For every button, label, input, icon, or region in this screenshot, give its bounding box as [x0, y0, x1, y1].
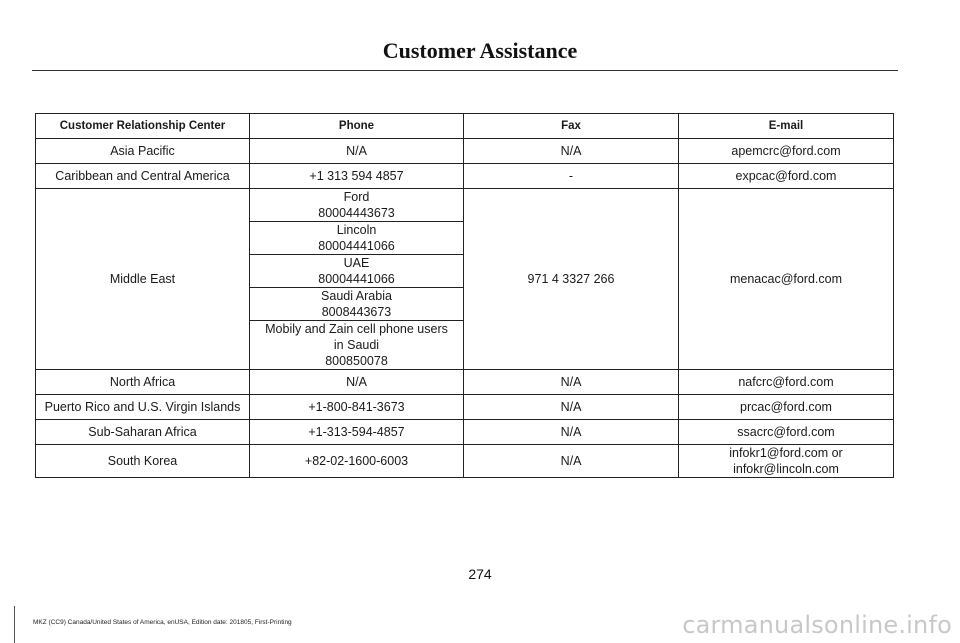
phone-cell: Saudi Arabia 8008443673 — [250, 288, 464, 321]
table-row — [36, 445, 894, 478]
table-row — [36, 189, 894, 222]
header-center: Customer Relationship Center — [36, 114, 250, 139]
email-cell: nafcrc@ford.com — [679, 370, 894, 395]
header-fax: Fax — [464, 114, 679, 139]
center-cell: Middle East — [36, 189, 250, 370]
site-watermark: carmanualsonline.info — [682, 611, 952, 639]
fax-cell: - — [464, 164, 679, 189]
email-cell: apemcrc@ford.com — [679, 139, 894, 164]
email-cell: ssacrc@ford.com — [679, 420, 894, 445]
page-number: 274 — [468, 566, 492, 582]
email-cell: menacac@ford.com — [679, 189, 894, 370]
table-row — [36, 139, 894, 164]
center-cell: North Africa — [36, 370, 250, 395]
phone-cell: Mobily and Zain cell phone users in Saudi 800850078 — [250, 321, 464, 370]
edition-footer: MKZ (CC9) Canada/United States of America, enUSA, Edition date: 201805, First-Printing — [33, 619, 292, 626]
header-phone: Phone — [250, 114, 464, 139]
phone-cell: +1-800-841-3673 — [250, 395, 464, 420]
phone-cell: Lincoln 80004441066 — [250, 222, 464, 255]
table-row — [36, 395, 894, 420]
fax-cell: N/A — [464, 139, 679, 164]
email-cell: infokr1@ford.com or infokr@lincoln.com — [679, 445, 894, 478]
crop-mark — [14, 606, 15, 643]
email-cell: expcac@ford.com — [679, 164, 894, 189]
phone-cell: N/A — [250, 370, 464, 395]
table-header-row — [36, 114, 894, 139]
fax-cell: N/A — [464, 370, 679, 395]
table-row — [36, 370, 894, 395]
center-cell: Asia Pacific — [36, 139, 250, 164]
email-cell: prcac@ford.com — [679, 395, 894, 420]
center-cell: South Korea — [36, 445, 250, 478]
center-cell: Sub-Saharan Africa — [36, 420, 250, 445]
phone-cell: Ford 80004443673 — [250, 189, 464, 222]
page-title: Customer Assistance — [382, 38, 578, 63]
table-row — [36, 164, 894, 189]
fax-cell: 971 4 3327 266 — [464, 189, 679, 370]
title-rule — [32, 70, 898, 71]
header-email: E-mail — [679, 114, 894, 139]
phone-cell: +1-313-594-4857 — [250, 420, 464, 445]
phone-cell: UAE 80004441066 — [250, 255, 464, 288]
phone-cell: +82-02-1600-6003 — [250, 445, 464, 478]
center-cell: Puerto Rico and U.S. Virgin Islands — [36, 395, 250, 420]
table-row — [36, 420, 894, 445]
phone-cell: +1 313 594 4857 — [250, 164, 464, 189]
fax-cell: N/A — [464, 445, 679, 478]
phone-cell: N/A — [250, 139, 464, 164]
center-cell: Caribbean and Central America — [36, 164, 250, 189]
fax-cell: N/A — [464, 395, 679, 420]
fax-cell: N/A — [464, 420, 679, 445]
customer-assistance-table — [35, 113, 894, 478]
